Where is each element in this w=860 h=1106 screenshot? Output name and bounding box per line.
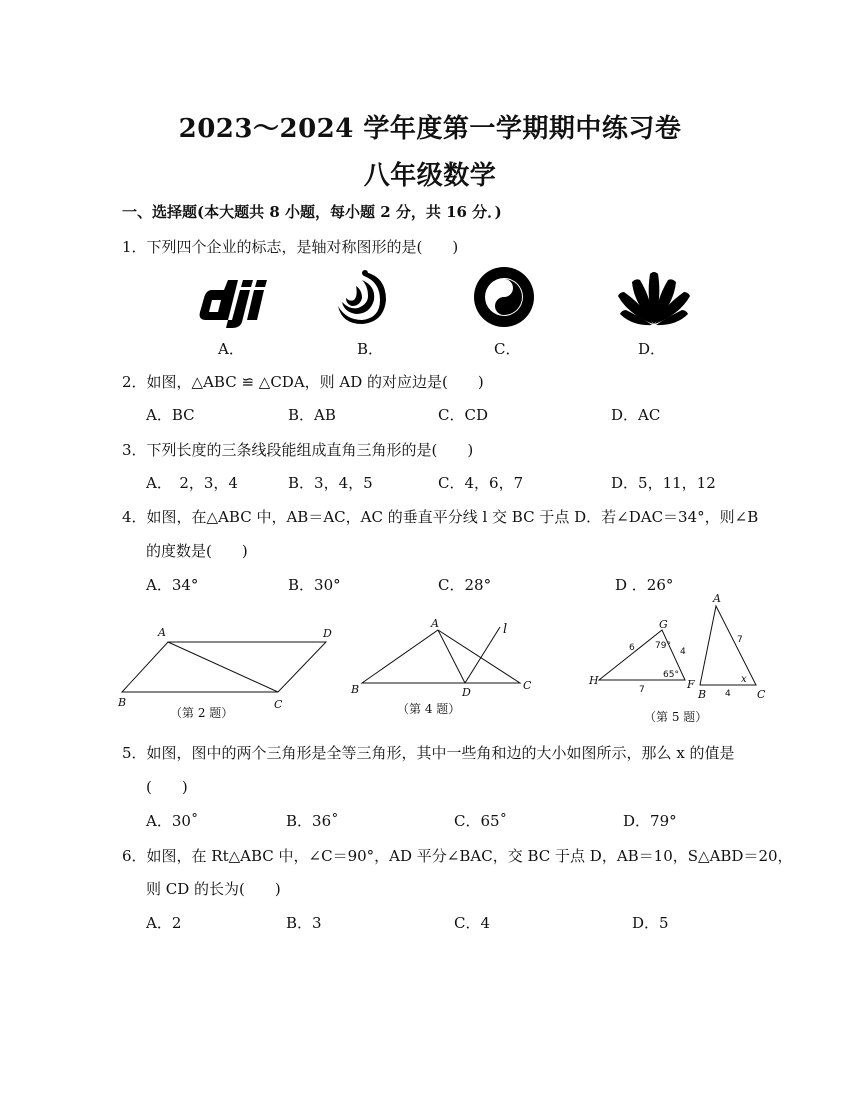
figure-4-triangle xyxy=(345,615,545,705)
fig4-label-d: D xyxy=(462,686,471,699)
figure-5-caption: （第 5 题） xyxy=(644,710,708,724)
huawei-logo-icon xyxy=(616,268,692,326)
q4-option-a[interactable]: A．34° xyxy=(146,576,199,594)
q5-option-c[interactable]: C．65˚ xyxy=(454,812,508,830)
fig4-label-a: A xyxy=(431,617,439,630)
question-1-stem: 1．下列四个企业的标志，是轴对称图形的是( ) xyxy=(122,238,459,256)
q3-option-c[interactable]: C．4，6，7 xyxy=(438,474,524,492)
fig5-label-f: F xyxy=(687,678,695,691)
fig5-side-ac: 7 xyxy=(737,635,743,645)
fig5-label-a: A xyxy=(713,592,721,605)
fig2-label-d: D xyxy=(323,627,332,640)
page-subtitle: 八年级数学 xyxy=(363,161,497,191)
fig2-label-a: A xyxy=(158,626,166,639)
swirl-logo-icon xyxy=(332,266,394,328)
fig5-angle-f: 65° xyxy=(663,670,679,680)
q5-option-d[interactable]: D．79° xyxy=(623,812,677,830)
fig4-label-b: B xyxy=(351,683,360,696)
fig5-side-bc: 4 xyxy=(725,689,731,699)
q2-option-b[interactable]: B．AB xyxy=(288,406,336,424)
q4-option-c[interactable]: C．28° xyxy=(438,576,492,594)
circle-swirl-logo-icon xyxy=(473,266,535,328)
q2-option-d[interactable]: D．AC xyxy=(611,406,661,424)
q2-option-c[interactable]: C．CD xyxy=(438,406,488,424)
figure-5-triangles xyxy=(585,588,775,703)
question-6-stem-line1: 6．如图，在 Rt△ABC 中，∠C＝90°，AD 平分∠BAC，交 BC 于点 D，AB＝10，S△ABD＝20， xyxy=(122,847,793,865)
q6-option-c[interactable]: C．4 xyxy=(454,914,491,932)
fig4-label-l: l xyxy=(503,622,508,637)
q5-option-a[interactable]: A．30˚ xyxy=(146,812,199,830)
q1-option-a[interactable]: A． xyxy=(218,340,244,358)
q3-option-a[interactable]: A． 2，3，4 xyxy=(146,474,238,492)
figure-4-caption: （第 4 题） xyxy=(397,702,461,716)
fig2-label-c: C xyxy=(274,698,283,711)
q4-option-b[interactable]: B．30° xyxy=(288,576,341,594)
question-5-stem-line2: ( ) xyxy=(146,778,188,796)
q6-option-a[interactable]: A．2 xyxy=(146,914,182,932)
question-6-stem-line2: 则 CD 的长为( ) xyxy=(146,880,281,898)
dji-logo-icon xyxy=(198,276,274,328)
fig5-angle-g: 79° xyxy=(655,641,671,651)
fig5-label-b: B xyxy=(698,688,707,701)
q5-option-b[interactable]: B．36˚ xyxy=(286,812,339,830)
question-3-stem: 3．下列长度的三条线段能组成直角三角形的是( ) xyxy=(122,441,474,459)
fig5-label-c: C xyxy=(757,688,766,701)
q3-option-d[interactable]: D．5，11，12 xyxy=(611,474,716,492)
fig2-label-b: B xyxy=(118,696,127,709)
fig5-side-hf: 7 xyxy=(639,685,645,695)
fig5-label-h: H xyxy=(589,674,599,687)
figure-2-caption: （第 2 题） xyxy=(170,706,234,720)
q6-option-b[interactable]: B．3 xyxy=(286,914,322,932)
q2-option-a[interactable]: A．BC xyxy=(146,406,195,424)
fig5-side-gf: 4 xyxy=(680,647,686,657)
q4-option-d[interactable]: D ．26° xyxy=(615,576,674,594)
fig4-label-c: C xyxy=(523,679,532,692)
question-4-stem-line1: 4．如图，在△ABC 中，AB＝AC，AC 的垂直平分线 l 交 BC 于点 D．若∠DAC＝34°，则∠B xyxy=(122,508,759,526)
q1-option-c[interactable]: C． xyxy=(494,340,521,358)
fig5-label-g: G xyxy=(659,618,668,631)
section-heading: 一、选择题(本大题共 8 小题，每小题 2 分，共 16 分．) xyxy=(122,203,502,221)
fig5-angle-x: x xyxy=(741,674,747,685)
fig5-side-gh: 6 xyxy=(629,643,635,653)
q6-option-d[interactable]: D．5 xyxy=(632,914,669,932)
question-2-stem: 2．如图，△ABC ≌ △CDA，则 AD 的对应边是( ) xyxy=(122,373,484,391)
question-4-stem-line2: 的度数是( ) xyxy=(146,542,248,560)
q1-option-d[interactable]: D． xyxy=(638,340,666,358)
q1-option-b[interactable]: B． xyxy=(357,340,384,358)
page-title: 2023～2024 学年度第一学期期中练习卷 xyxy=(178,114,682,144)
q3-option-b[interactable]: B．3，4，5 xyxy=(288,474,373,492)
question-5-stem-line1: 5．如图，图中的两个三角形是全等三角形，其中一些角和边的大小如图所示，那么 x 的值是 xyxy=(122,744,735,762)
